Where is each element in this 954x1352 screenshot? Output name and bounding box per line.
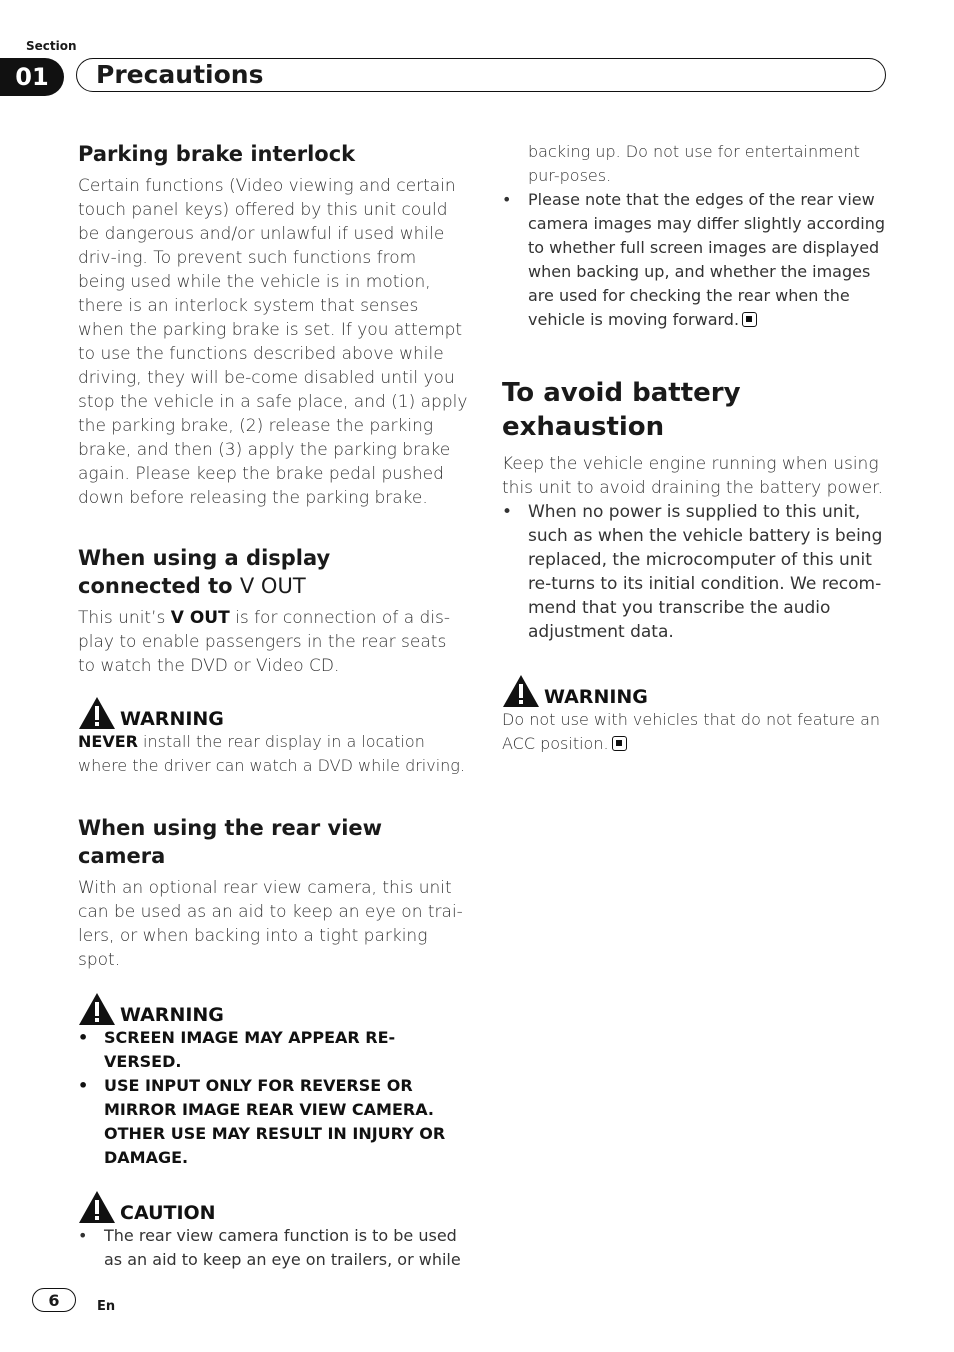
vout-heading-term: V OUT bbox=[239, 574, 306, 598]
end-of-section-icon bbox=[742, 312, 757, 327]
battery-warning-header bbox=[502, 674, 892, 708]
vout-body bbox=[78, 606, 468, 678]
vout-heading-line1: When using a display bbox=[78, 546, 331, 570]
caution-triangle-icon bbox=[78, 1190, 116, 1224]
list-item: • The rear view camera function is to be used as an aid to keep an eye on trailers, or while bbox=[78, 1224, 468, 1272]
vout-warning-strong: NEVER bbox=[78, 732, 138, 751]
battery-body: Keep the vehicle engine running when using this unit to avoid draining the battery power. bbox=[502, 454, 883, 498]
battery-heading: To avoid battery exhaustion bbox=[502, 378, 741, 442]
end-of-section-icon bbox=[612, 736, 627, 751]
warning-triangle-icon bbox=[502, 674, 540, 708]
vout-body-term: V OUT bbox=[170, 608, 230, 628]
camera-warning-label: WARNING bbox=[120, 1004, 224, 1026]
list-item: • USE INPUT ONLY FOR REVERSE OR MIRROR IMAGE REAR VIEW CAMERA. OTHER USE MAY RESULT IN INJURY OR DAMAGE. bbox=[78, 1074, 468, 1170]
warning-triangle-icon bbox=[78, 992, 116, 1026]
battery-warning-label: WARNING bbox=[544, 686, 648, 708]
parking-brake-body: Certain functions (Video viewing and certain touch panel keys) offered by this unit could be dangerous and/or unlawful if used while driv-ing. To prevent such functions from being used while the vehicle is in motion, there is an interlock system that senses when the parking brake is set. If you attempt to use the functions described above while driving, they will be-come disabled until you stop the vehicle in a safe place, and (1) apply the parking brake, (2) release the parking brake, and then (3) apply the parking brake again. Please keep the brake pedal pushed down before releasing the parking brake. bbox=[78, 176, 468, 508]
right-column bbox=[502, 140, 892, 756]
list-item: • When no power is supplied to this unit, such as when the vehicle battery is being replaced, the microcomputer of this unit re-turns to its initial condition. We recom-mend that you transcribe the audio adjustment data. bbox=[502, 500, 892, 644]
caution-continued-list bbox=[502, 188, 892, 332]
parking-brake-heading: Parking brake interlock bbox=[78, 142, 356, 166]
camera-caution-list bbox=[78, 1224, 468, 1272]
battery-warning-body: Do not use with vehicles that do not feature an ACC position. bbox=[502, 710, 881, 753]
vout-warning-header bbox=[78, 696, 468, 730]
camera-warning-list bbox=[78, 1026, 468, 1170]
list-item-text: Please note that the edges of the rear view camera images may differ slightly according to whether full screen images are displayed when backing up, and whether the images are used for checking the rear when the vehicle is moving forward. bbox=[528, 190, 886, 329]
battery-warning-text bbox=[502, 708, 892, 756]
rear-camera-heading: When using the rear view camera bbox=[78, 816, 383, 868]
vout-heading-prefix: connected to bbox=[78, 574, 240, 598]
left-column bbox=[78, 140, 468, 1272]
vout-warning-text bbox=[78, 730, 468, 778]
vout-warning-label: WARNING bbox=[120, 708, 224, 730]
vout-body-suffix: is for connection of a dis-play to enable passengers in the rear seats to watch the DVD or Video CD. bbox=[78, 608, 451, 676]
section-label: Section bbox=[26, 39, 77, 53]
vout-heading bbox=[78, 544, 468, 600]
vout-body-prefix: This unit’s bbox=[78, 608, 171, 628]
page-number: 6 bbox=[32, 1288, 76, 1312]
language-label: En bbox=[97, 1299, 116, 1314]
rear-camera-body: With an optional rear view camera, this unit can be used as an aid to keep an eye on trai-lers, or when backing into a tight parking spot. bbox=[78, 878, 463, 970]
camera-warning-header bbox=[78, 992, 468, 1026]
camera-caution-label: CAUTION bbox=[120, 1202, 216, 1224]
page-title: Precautions bbox=[96, 60, 264, 89]
battery-list bbox=[502, 500, 892, 644]
caution-continued: backing up. Do not use for entertainment pur-poses. bbox=[528, 142, 860, 185]
vout-warning-rest: install the rear display in a location where the driver can watch a DVD while driving. bbox=[78, 732, 465, 775]
list-item: • SCREEN IMAGE MAY APPEAR RE-VERSED. bbox=[78, 1026, 468, 1074]
list-item bbox=[502, 188, 892, 332]
section-number-badge: 01 bbox=[0, 58, 64, 96]
warning-triangle-icon bbox=[78, 696, 116, 730]
camera-caution-header bbox=[78, 1190, 468, 1224]
